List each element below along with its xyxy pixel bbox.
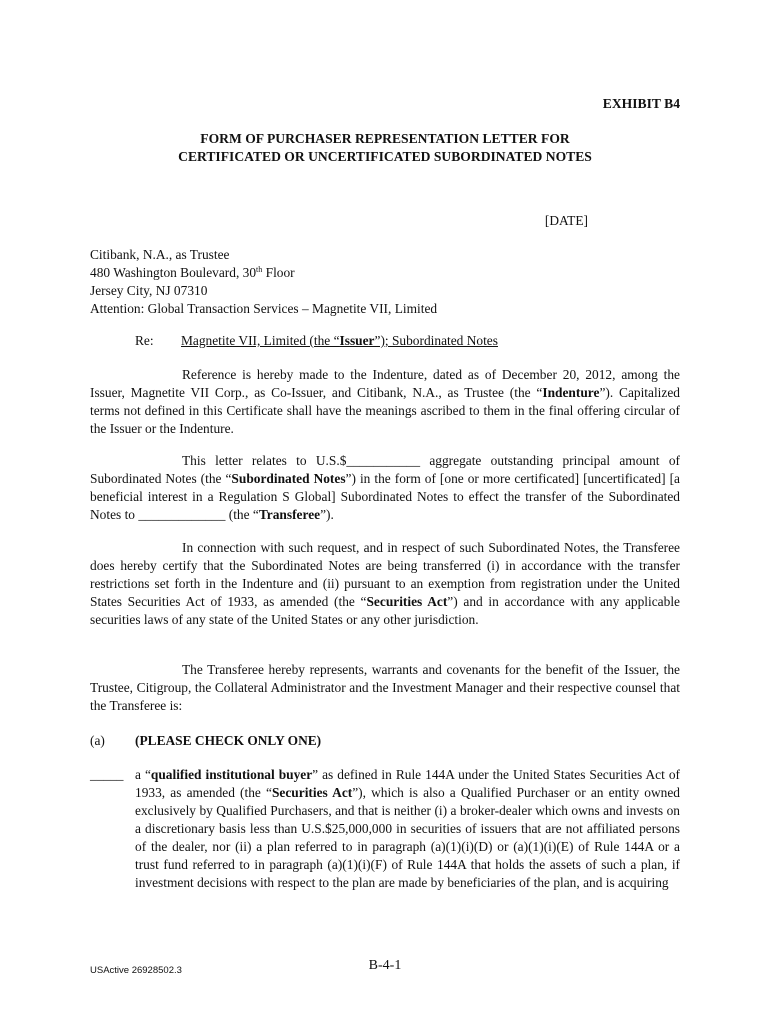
- addressee-block: [90, 246, 437, 318]
- address-street: 480 Washington Boulevard, 30: [90, 265, 257, 280]
- address-floor: Floor: [262, 265, 295, 280]
- page-number: B-4-1: [368, 958, 402, 973]
- qib-text-a: a “: [135, 767, 151, 782]
- address-line-4: Attention: Global Transaction Services – Magnetite VII, Limited: [90, 301, 438, 316]
- qib-text-c: ” as defined in Rule 144A under the United States Securities Act of 1933, as amended (the “: [135, 767, 680, 800]
- p2-text-a: This letter relates to U.S.$___________ aggregate outstanding principal amount of Subordinated Notes (the “: [90, 453, 680, 486]
- qib-checkbox-blank[interactable]: _____: [90, 767, 124, 782]
- paragraph-certification: [90, 539, 680, 629]
- re-subject: [181, 333, 498, 348]
- p4-text: The Transferee hereby represents, warrants and covenants for the benefit of the Issuer, the Trustee, Citigroup, the Collateral Administrator and the Investment Manager and their respective counsel that the Transferee is:: [90, 662, 680, 713]
- address-line-2: [90, 264, 437, 282]
- paragraph-indenture-reference: [90, 366, 680, 438]
- address-line-1: Citibank, N.A., as Trustee: [90, 247, 230, 262]
- document-title: [0, 130, 770, 166]
- re-subject-post: ”); Subordinated Notes: [374, 333, 498, 348]
- re-line: [135, 332, 498, 350]
- re-subject-issuer: Issuer: [339, 333, 375, 348]
- footer-document-id: USActive 26928502.3: [90, 965, 182, 976]
- p1-defined-term: Indenture: [542, 385, 600, 400]
- p2-text-e: ”).: [320, 507, 334, 522]
- qib-text-e: ”), which is also a Qualified Purchaser or an entity owned exclusively by Qualified Purchasers, and that is neither (i) a broker-dealer which owns and invests on a discretionary basis less than U.S.$25,000,000 in securities of issuers that are not affiliated persons of the dealer, nor (ii) a plan referred to in paragraph (a)(1)(i)(D) or (a)(1)(i)(E) of Rule 144A or a trust fund referred to in paragraph (a)(1)(i)(F) of Rule 144A that holds the assets of such a plan, if investment decisions with respect to the plan are made by beneficiaries of the plan, and is acquiring: [135, 785, 680, 890]
- re-label: Re:: [135, 333, 154, 348]
- p2-defined-term-notes: Subordinated Notes: [231, 471, 346, 486]
- p1-text-a: Reference is hereby made to the Indenture, dated as of December 20, 2012, among the Issuer, Magnetite VII Corp., as Co-Issuer, and Citibank, N.A., as Trustee (the “: [90, 367, 680, 400]
- item-a-heading: [90, 732, 321, 750]
- paragraph-representations: [90, 661, 680, 715]
- p1-text-c: ”). Capitalized terms not defined in this Certificate shall have the meanings ascribed to them in the final offering circular of the Issuer or the Indenture.: [90, 385, 680, 436]
- p3-text-c: ”) and in accordance with any applicable securities laws of any state of the United States or any other jurisdiction.: [90, 594, 680, 627]
- title-line-2: CERTIFICATED OR UNCERTIFICATED SUBORDINATED NOTES: [178, 149, 592, 164]
- item-a-letter: (a): [90, 733, 105, 748]
- qib-text: [135, 766, 680, 892]
- re-subject-pre: Magnetite VII, Limited (the “: [181, 333, 340, 348]
- qib-defined-term: qualified institutional buyer: [150, 767, 313, 782]
- date-placeholder: [DATE]: [544, 213, 588, 228]
- qib-defined-term-securities-act: Securities Act: [271, 785, 353, 800]
- title-line-1: FORM OF PURCHASER REPRESENTATION LETTER FOR: [200, 131, 570, 146]
- p2-text-c: ”) in the form of [one or more certificated] [uncertificated] [a beneficial interest in a Regulation S Global] Subordinated Notes to effect the transfer of the Subordinated Notes to _____________ (the “: [90, 471, 680, 522]
- address-line-3: Jersey City, NJ 07310: [90, 283, 208, 298]
- item-a-instruction: (PLEASE CHECK ONLY ONE): [135, 733, 322, 748]
- paragraph-notes-transfer: [90, 452, 680, 524]
- p2-defined-term-transferee: Transferee: [258, 507, 321, 522]
- p3-text-a: In connection with such request, and in respect of such Subordinated Notes, the Transferee does hereby certify that the Subordinated Notes are being transferred (i) in accordance with the transfer restrictions set forth in the Indenture and (ii) pursuant to an exemption from registration under the United States Securities Act of 1933, as amended (the “: [90, 540, 680, 609]
- address-ordinal-suffix: th: [256, 265, 263, 274]
- exhibit-label: EXHIBIT B4: [602, 96, 680, 111]
- p3-defined-term: Securities Act: [366, 594, 448, 609]
- qib-option: [90, 766, 680, 892]
